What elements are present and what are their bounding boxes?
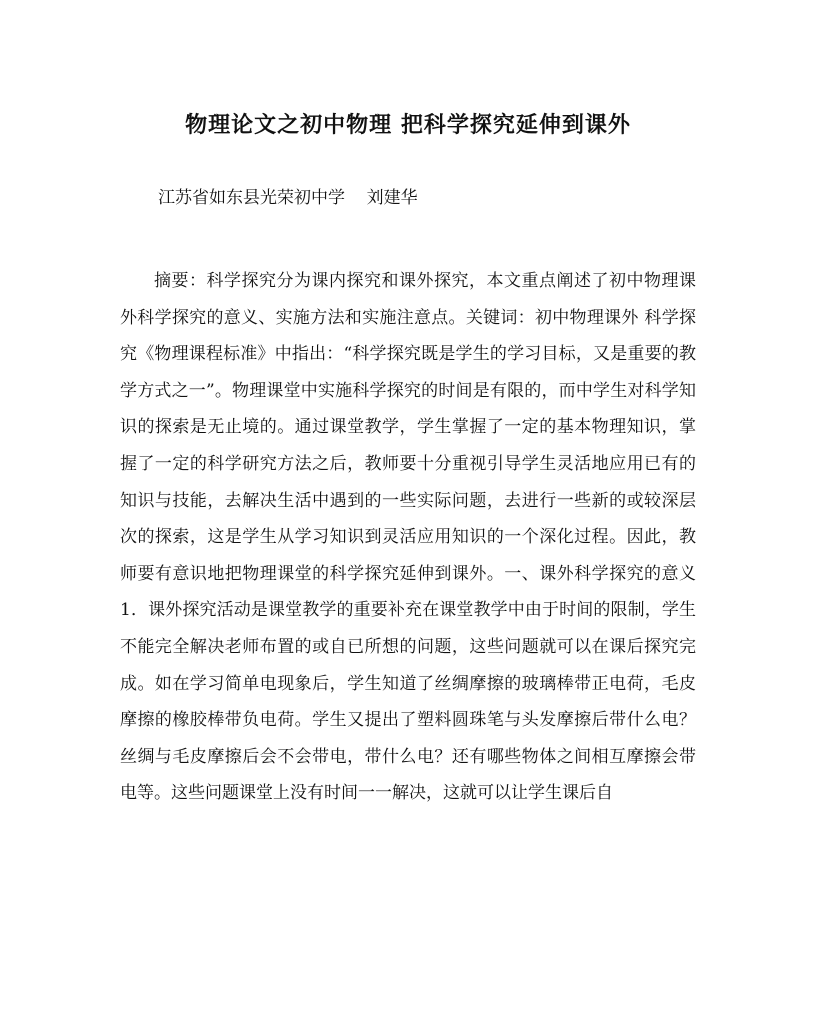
document-title: 物理论文之初中物理 把科学探究延伸到课外 (185, 112, 631, 138)
body-paragraph: 摘要：科学探究分为课内探究和课外探究，本文重点阐述了初中物理课外科学探究的意义、实施方法和实施注意点。关键词：初中物理课外 科学探究《物理课程标准》中指出：“科学探究既是学生的学习目标，又是重要的教学方式之一”。物理课堂中实施科学探究的时间是有限的，而中学生对科学知识的探索是无止境的。通过课堂教学，学生掌握了一定的基本物理知识，掌握了一定的科学研究方法之后，教师要十分重视引导学生灵活地应用已有的知识与技能，去解决生活中遇到的一些实际问题，去进行一些新的或较深层次的探索，这是学生从学习知识到灵活应用知识的一个深化过程。因此，教师要有意识地把物理课堂的科学探究延伸到课外。一、课外科学探究的意义 1．课外探究活动是课堂教学的重要补充在课堂教学中由于时间的限制，学生不能完全解决老师布置的或自已所想的问题，这些问题就可以在课后探究完成。如在学习简单电现象后，学生知道了丝绸摩擦的玻璃棒带正电荷，毛皮摩擦的橡胶棒带负电荷。学生又提出了塑料圆珠笔与头发摩擦后带什么电？丝绸与毛皮摩擦后会不会带电，带什么电？还有哪些物体之间相互摩擦会带电等。这些问题课堂上没有时间一一解决，这就可以让学生课后自 (120, 271, 696, 804)
author-line: 江苏省如东县光荣初中学 刘建华 (158, 188, 418, 208)
